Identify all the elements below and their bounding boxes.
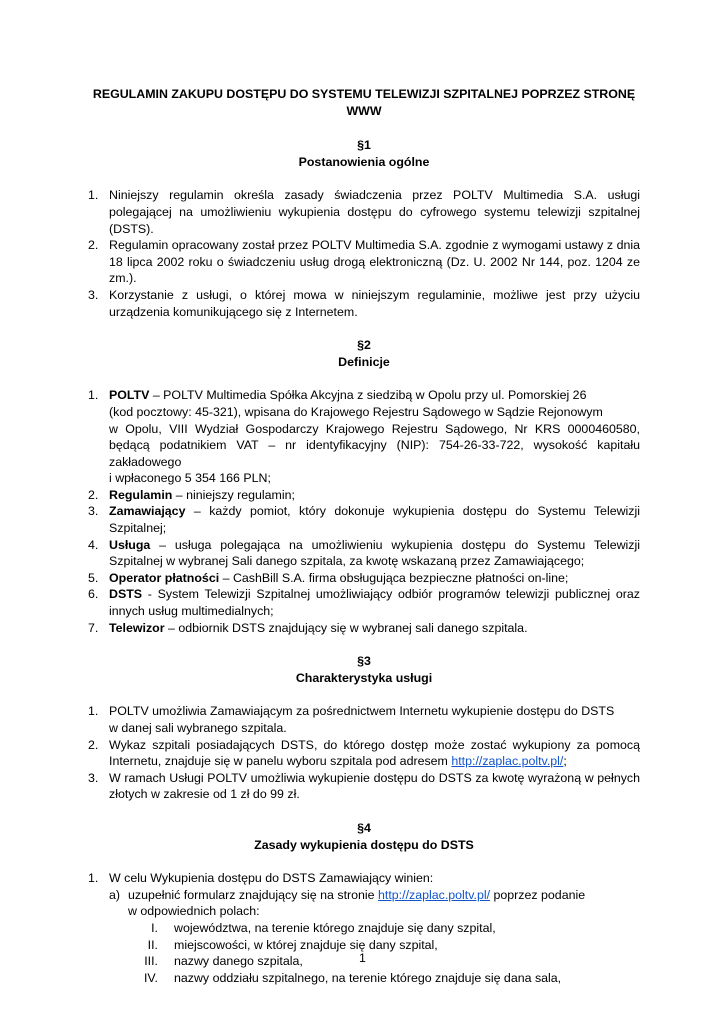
list-item <box>88 703 640 736</box>
sub-item-label: a) <box>109 887 121 902</box>
item-number: 3. <box>88 504 99 519</box>
item-text: Korzystanie z usługi, o której mowa w niniejszym regulaminie, możliwe jest przy użyciu urządzenia komunikującego się z Internetem. <box>109 287 640 319</box>
item-number: 1. <box>88 871 99 886</box>
section-2-list <box>88 387 640 636</box>
list-item <box>88 387 640 487</box>
roman-item-text: nazwy oddziału szpitalnego, na terenie którego znajduje się dana sala, <box>174 970 562 985</box>
item-text: w danej sali wybranego szpitala. <box>109 721 287 735</box>
section-3-title: Charakterystyka usługi <box>295 670 433 685</box>
roman-numeral: II. <box>147 937 158 952</box>
roman-item-text: nazwy danego szpitala, <box>174 954 303 969</box>
section-1-list <box>88 187 640 320</box>
definition-text: – każdy pomiot, który dokonuje wykupienia dostępu do Systemu Telewizji Szpitalnej; <box>109 504 640 536</box>
list-item <box>88 586 640 619</box>
definition-term: POLTV <box>109 388 150 403</box>
definition-term: DSTS <box>109 587 143 602</box>
item-number: 5. <box>88 570 99 585</box>
item-number: 6. <box>88 587 99 602</box>
item-text: Niniejszy regulamin określa zasady świadczenia przez POLTV Multimedia S.A. usługi polegającej na umożliwieniu wykupienia dostępu do cyfrowego systemu telewizji szpitalnej (DSTS). <box>109 188 640 236</box>
definition-term: Usługa <box>109 537 151 552</box>
item-number: 4. <box>88 537 99 552</box>
definition-text: i wpłaconego 5 354 166 PLN; <box>109 471 271 486</box>
section-2-title: Definicje <box>338 354 390 369</box>
hospital-panel-link[interactable]: http://zaplac.poltv.pl/ <box>451 754 564 769</box>
list-item <box>88 870 640 887</box>
definition-text: w Opolu, VIII Wydział Gospodarczy Krajowego Rejestru Sądowego, Nr KRS 0000460580, będącą podatnikiem VAT – nr identyfikacyjny (NIP): 754-26-33-722, wysokość kapitału zakładowego <box>109 421 640 469</box>
item-text: W celu Wykupienia dostępu do DSTS Zamawiający winien: <box>109 871 434 886</box>
document-title: REGULAMIN ZAKUPU DOSTĘPU DO SYSTEMU TELEWIZJI SZPITALNEJ POPRZEZ STRONĘ WWW <box>92 87 636 118</box>
section-4-list <box>88 870 640 887</box>
section-4-title: Zasady wykupienia dostępu do DSTS <box>254 837 474 852</box>
section-2-number: §2 <box>357 338 371 353</box>
sub-item-text: poprzez podanie <box>490 887 586 902</box>
item-text: POLTV umożliwia Zamawiającym za pośrednictwem Internetu wykupienie dostępu do DSTS <box>109 704 615 719</box>
item-number: 7. <box>88 620 99 635</box>
definition-text: – niniejszy regulamin; <box>172 487 295 502</box>
item-text: Wykaz szpitali posiadających DSTS, do którego dostęp może zostać wykupiony za pomocą Internetu, znajduje się w panelu wyboru szpitala pod adresem <box>109 737 640 769</box>
list-item <box>88 770 640 803</box>
definition-text: – odbiornik DSTS znajdujący się w wybranej sali danego szpitala. <box>164 620 528 635</box>
item-number: 1. <box>88 388 99 403</box>
section-1-title: Postanowienia ogólne <box>298 154 430 169</box>
roman-numeral: I. <box>151 920 158 935</box>
list-item <box>88 537 640 570</box>
sub-item-text: w odpowiednich polach: <box>128 904 260 919</box>
definition-term: Zamawiający <box>109 504 186 519</box>
definition-text: – usługa polegająca na umożliwieniu wykupienia dostępu do Systemu Telewizji Szpitalnej w wybranej Sali danego szpitala, za kwotę wskazaną przez Zamawiającego; <box>109 537 640 569</box>
list-item <box>88 287 640 320</box>
section-3-list <box>88 703 640 803</box>
item-number: 2. <box>88 238 99 253</box>
definition-term: Telewizor <box>109 620 165 635</box>
roman-numeral: IV. <box>143 970 158 985</box>
list-item <box>88 187 640 237</box>
order-form-link[interactable]: http://zaplac.poltv.pl/ <box>378 887 491 902</box>
list-item <box>88 620 640 637</box>
list-item <box>88 570 640 587</box>
roman-item <box>88 920 640 937</box>
list-item <box>88 503 640 536</box>
item-number: 1. <box>88 188 99 203</box>
item-text: Regulamin opracowany został przez POLTV Multimedia S.A. zgodnie z wymogami ustawy z dnia 18 lipca 2002 roku o świadczeniu usług drogą elektroniczną (Dz. U. 2002 Nr 144, poz. 1204 ze zm.). <box>109 238 640 286</box>
item-text: ; <box>563 754 567 769</box>
section-1-number: §1 <box>357 138 371 153</box>
definition-text: - System Telewizji Szpitalnej umożliwiający odbiór programów telewizji publicznej oraz innych usług multimedialnych; <box>109 587 640 619</box>
list-item <box>88 237 640 287</box>
sub-item-text: uzupełnić formularz znajdujący się na stronie <box>128 887 379 902</box>
sub-item-a <box>88 887 640 920</box>
definition-text: – CashBill S.A. firma obsługująca bezpieczne płatności on-line; <box>219 570 569 585</box>
document-body <box>88 86 640 986</box>
item-number: 2. <box>88 737 99 752</box>
section-3-number: §3 <box>357 654 371 669</box>
list-item <box>88 487 640 504</box>
section-4-number: §4 <box>357 820 371 835</box>
roman-item-text: województwa, na terenie którego znajduje się dany szpital, <box>174 920 496 935</box>
item-text: W ramach Usługi POLTV umożliwia wykupienie dostępu do DSTS za kwotę wyrażoną w pełnych złotych w zakresie od 1 zł do 99 zł. <box>109 770 640 802</box>
definition-term: Regulamin <box>109 487 173 502</box>
page-number: 1 <box>359 951 366 965</box>
list-item <box>88 737 640 770</box>
item-number: 3. <box>88 770 99 785</box>
roman-item-text: miejscowości, w której znajduje się dany szpital, <box>174 937 438 952</box>
roman-item <box>88 970 640 987</box>
definition-term: Operator płatności <box>109 570 220 585</box>
roman-numeral: III. <box>144 954 158 969</box>
definition-text: (kod pocztowy: 45-321), wpisana do Krajowego Rejestru Sądowego w Sądzie Rejonowym <box>109 404 603 419</box>
item-number: 3. <box>88 287 99 302</box>
definition-text: – POLTV Multimedia Spółka Akcyjna z siedzibą w Opolu przy ul. Pomorskiej 26 <box>149 388 587 403</box>
item-number: 1. <box>88 704 99 719</box>
item-number: 2. <box>88 487 99 502</box>
